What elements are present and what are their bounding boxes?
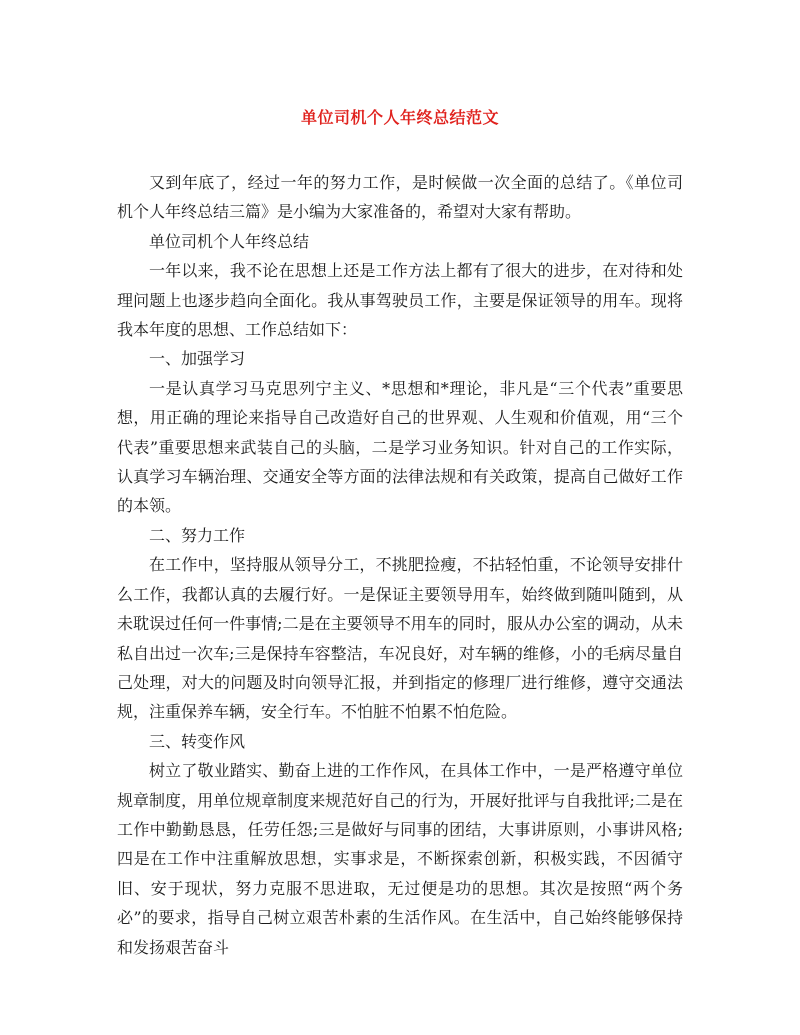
section-heading-style: 三、转变作风 (149, 731, 246, 751)
document-title: 单位司机个人年终总结范文 (300, 108, 499, 127)
intro-paragraph: 又到年底了，经过一年的努力工作，是时候做一次全面的总结了。《单位司机个人年终总结三篇》是小编为大家准备的，希望对大家有帮助。 (117, 173, 683, 222)
study-paragraph: 一是认真学习马克思列宁主义、*思想和*理论，非凡是“三个代表”重要思想，用正确的理论来指导自己改造好自己的世界观、人生观和价值观，用“三个代表”重要思想来武装自己的头脑，二是学习业务知识。针对自己的工作实际，认真学习车辆治理、交通安全等方面的法律法规和有关政策，提高自己做好工作的本领。 (117, 378, 683, 516)
overview-paragraph: 一年以来，我不论在思想上还是工作方法上都有了很大的进步，在对待和处理问题上也逐步趋向全面化。我从事驾驶员工作，主要是保证领导的用车。现将我本年度的思想、工作总结如下： (117, 261, 683, 340)
section-heading-study: 一、加强学习 (149, 349, 246, 369)
work-paragraph: 在工作中，坚持服从领导分工，不挑肥捡瘦，不拈轻怕重，不论领导安排什么工作，我都认真的去履行好。一是保证主要领导用车，始终做到随叫随到，从未耽误过任何一件事情;二是在主要领导不用车的同时，服从办公室的调动，从未私自出过一次车;三是保持车容整洁，车况良好，对车辆的维修，小的毛病尽量自己处理，对大的问题及时向领导汇报，并到指定的修理厂进行维修，遵守交通法规，注重保养车辆，安全行车。不怕脏不怕累不怕危险。 (117, 555, 683, 722)
section-heading-summary: 单位司机个人年终总结 (149, 231, 310, 251)
section-heading-work: 二、努力工作 (149, 525, 246, 545)
style-paragraph: 树立了敬业踏实、勤奋上进的工作作风，在具体工作中，一是严格遵守单位规章制度，用单位规章制度来规范好自己的行为，开展好批评与自我批评;二是在工作中勤勤恳恳，任劳任怨;三是做好与同事的团结，大事讲原则，小事讲风格;四是在工作中注重解放思想，实事求是，不断探索创新，积极实践，不因循守旧、安于现状，努力克服不思进取，无过便是功的思想。其次是按照“两个务必”的要求，指导自己树立艰苦朴素的生活作风。在生活中，自己始终能够保持和发扬艰苦奋斗 (117, 761, 683, 957)
document-body (117, 168, 683, 962)
